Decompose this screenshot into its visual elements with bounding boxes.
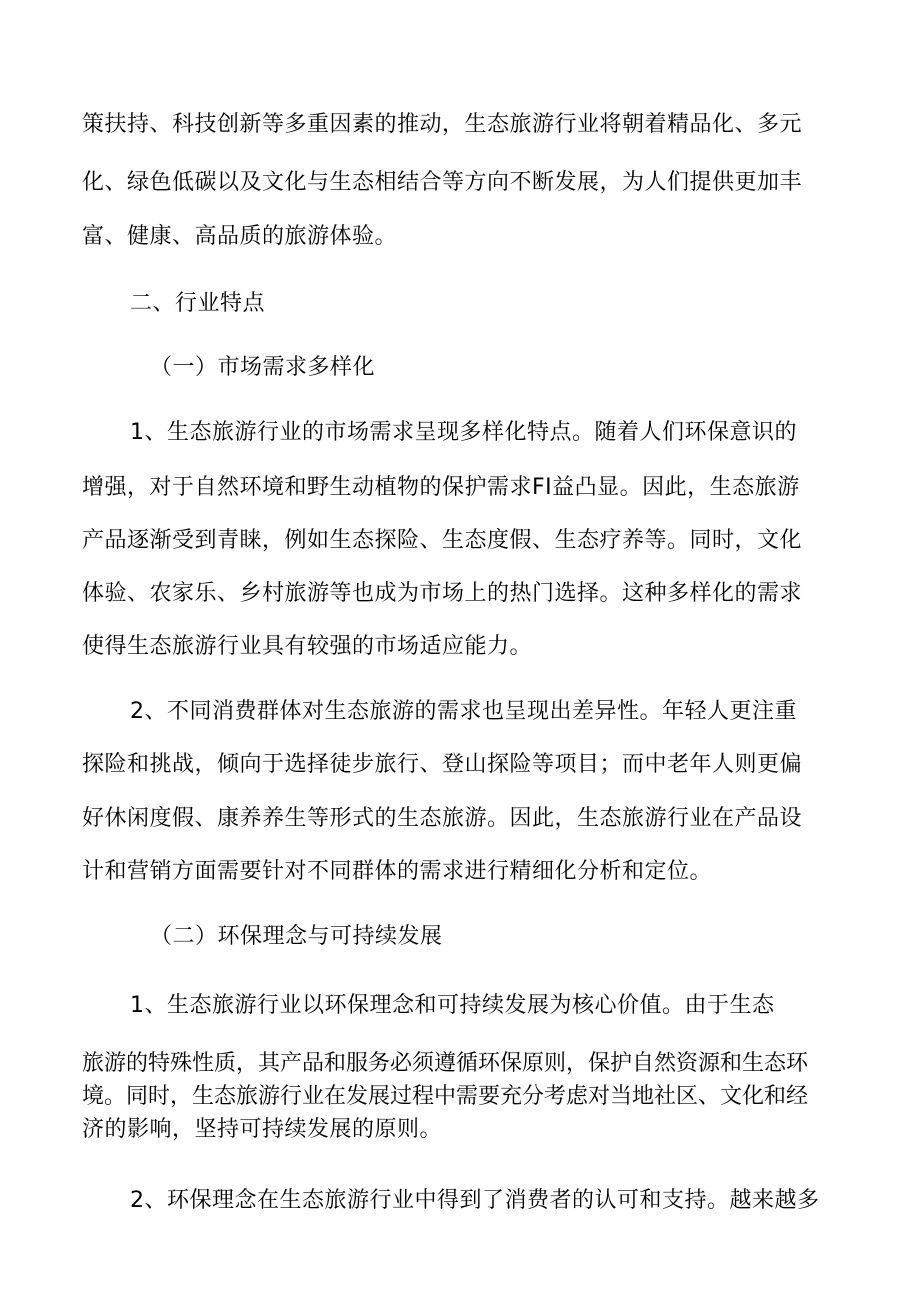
paragraph-line: 济的影响，坚持可持续发展的原则。 — [82, 1117, 443, 1142]
subsection-heading: （二）环保理念与可持续发展 — [150, 924, 443, 949]
paragraph-line: 策扶持、科技创新等多重因素的推动，生态旅游行业将朝着精品化、多元 — [82, 112, 803, 137]
section-heading: 二、行业特点 — [130, 291, 266, 316]
paragraph-line: 增强，对于自然环境和野生动植物的保护需求FI益凸显。因此，生态旅游 — [82, 475, 800, 500]
paragraph-line: 境。同时，生态旅游行业在发展过程中需要充分考虑对当地社区、文化和经 — [82, 1084, 809, 1109]
paragraph-line: 好休闲度假、康养养生等形式的生态旅游。因此，生态旅游行业在产品设 — [82, 806, 803, 831]
paragraph-line: 富、健康、高品质的旅游体验。 — [82, 224, 398, 249]
paragraph-line: 旅游的特殊性质，其产品和服务必须遵循环保原则，保护自然资源和生态环 — [82, 1051, 809, 1076]
subsection-heading: （一）市场需求多样化 — [150, 355, 376, 380]
paragraph-line: 2、环保理念在生态旅游行业中得到了消费者的认可和支持。越来越多 — [130, 1188, 820, 1213]
paragraph-line: 1、生态旅游行业以环保理念和可持续发展为核心价值。由于生态 — [130, 993, 775, 1018]
paragraph-line: 1、生态旅游行业的市场需求呈现多样化特点。随着人们环保意识的 — [130, 420, 797, 445]
paragraph-line: 产品逐渐受到青睐，例如生态探险、生态度假、生态疗养等。同时，文化 — [82, 528, 803, 553]
paragraph-line: 计和营销方面需要针对不同群体的需求进行精细化分析和定位。 — [82, 859, 713, 884]
paragraph-line: 探险和挑战，倾向于选择徒步旅行、登山探险等项目；而中老年人则更偏 — [82, 752, 803, 777]
paragraph-line: 体验、农家乐、乡村旅游等也成为市场上的热门选择。这种多样化的需求 — [82, 581, 803, 606]
paragraph-line: 使得生态旅游行业具有较强的市场适应能力。 — [82, 634, 533, 659]
paragraph-line: 化、绿色低碳以及文化与生态相结合等方向不断发展，为人们提供更加丰 — [82, 170, 803, 195]
paragraph-line: 2、不同消费群体对生态旅游的需求也呈现出差异性。年轻人更注重 — [130, 699, 797, 724]
